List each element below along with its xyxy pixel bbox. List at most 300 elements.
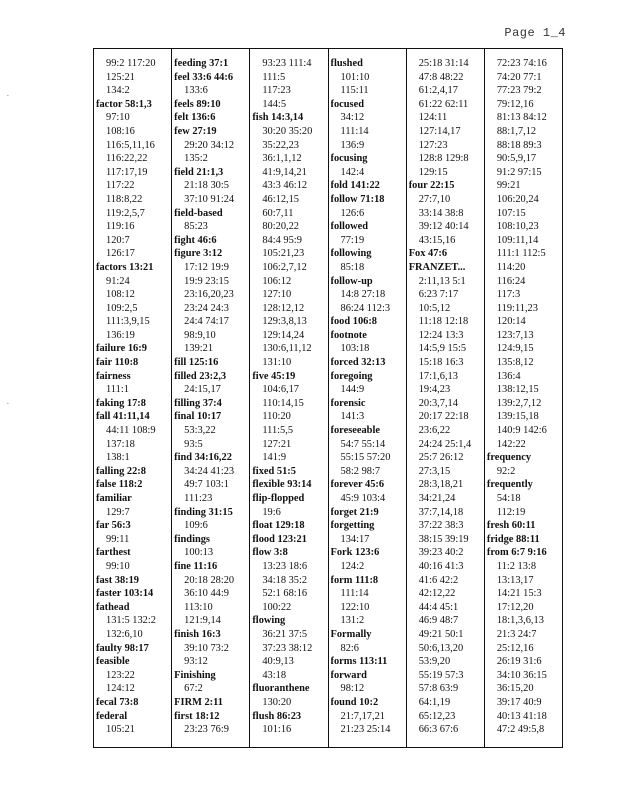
- index-term: fair 110:8: [96, 357, 139, 369]
- index-reference: 108:16: [106, 125, 135, 137]
- index-reference: 12:24 13:3: [418, 329, 464, 341]
- index-term: filled 23:2,3: [174, 370, 227, 382]
- index-reference: 138:12,15: [496, 384, 539, 396]
- index-reference: 129:15: [418, 166, 448, 178]
- index-reference: 91:24: [106, 275, 130, 287]
- index-reference: 40:9,13: [262, 656, 294, 668]
- index-reference: 90:5,9,17: [496, 153, 537, 165]
- index-reference: 142:4: [340, 166, 365, 178]
- index-reference: 121:9,14: [184, 615, 221, 627]
- index-reference: 133:6: [184, 85, 208, 97]
- index-reference: 127:10: [262, 289, 292, 301]
- index-reference: 105:21,23: [262, 248, 305, 260]
- index-term: four 22:15: [408, 180, 455, 192]
- index-term: focused: [330, 98, 364, 110]
- index-term: factor 58:1,3: [96, 98, 152, 110]
- index-term: fathead: [96, 601, 130, 613]
- index-reference: 108:10,23: [496, 221, 539, 233]
- index-reference: 39:12 40:14: [418, 221, 469, 233]
- index-term: fall 41:11,14: [96, 411, 150, 423]
- index-reference: 129:14,24: [262, 329, 305, 341]
- index-reference: 142:22: [496, 438, 526, 450]
- index-reference: 88:18 89:3: [496, 139, 542, 151]
- index-term: find 34:16,22: [174, 452, 232, 464]
- index-term: foreseeable: [330, 425, 380, 437]
- index-reference: 11:18 12:18: [418, 316, 469, 328]
- index-reference: 67:2: [184, 683, 203, 695]
- index-term: far 56:3: [96, 520, 131, 532]
- index-reference: 107:15: [496, 207, 526, 219]
- index-reference: 52:1 68:16: [262, 588, 308, 600]
- index-reference: 36:21 37:5: [262, 628, 308, 640]
- index-reference: 47:8 48:22: [418, 71, 464, 83]
- index-reference: 37:23 38:12: [262, 642, 313, 654]
- index-reference: 13:13,17: [496, 574, 534, 586]
- index-reference: 110:14,15: [262, 397, 304, 409]
- index-reference: 141:3: [340, 411, 365, 423]
- index-reference: 134:2: [106, 85, 130, 97]
- index-reference: 124:9,15: [496, 343, 534, 355]
- index-term: fresh 60:11: [486, 520, 536, 532]
- index-reference: 66:3 67:6: [418, 724, 459, 736]
- index-term: flexible 93:14: [252, 479, 312, 491]
- index-column-1: [94, 49, 172, 747]
- index-reference: 10:5,12: [418, 302, 451, 314]
- index-term: final 10:17: [174, 411, 222, 423]
- index-reference: 47:2 49:5,8: [496, 724, 545, 736]
- index-reference: 113:10: [184, 601, 213, 613]
- index-reference: 124:11: [418, 112, 448, 124]
- index-reference: 36:10 44:9: [184, 588, 229, 600]
- index-column-3: [250, 49, 328, 747]
- index-term: forever 45:6: [330, 479, 385, 491]
- index-reference: 21:3 24:7: [496, 628, 537, 640]
- index-reference: 61:22 62:11: [418, 98, 469, 110]
- index-reference: 50:6,13,20: [418, 642, 464, 654]
- index-reference: 27:7,10: [418, 193, 451, 205]
- index-term: fairness: [96, 370, 131, 382]
- page-number: Page 1_4: [504, 26, 566, 40]
- index-reference: 23:23 76:9: [184, 724, 229, 736]
- index-term: five 45:19: [252, 370, 296, 382]
- index-reference: 27:3,15: [418, 465, 451, 477]
- index-reference: 117:17,19: [106, 166, 148, 178]
- index-term: follow 71:18: [330, 193, 385, 205]
- index-reference: 17:12,20: [496, 601, 534, 613]
- index-term: filling 37:4: [174, 397, 222, 409]
- index-reference: 114:20: [496, 261, 526, 273]
- index-reference: 53:3,22: [184, 425, 216, 437]
- index-reference: 111:14: [340, 125, 369, 137]
- index-reference: 98:12: [340, 683, 365, 695]
- index-reference: 40:16 41:3: [418, 560, 464, 572]
- index-reference: 14:8 27:18: [340, 289, 386, 301]
- index-reference: 120:14: [496, 316, 526, 328]
- index-reference: 44:4 45:1: [418, 601, 459, 613]
- index-reference: 17:1,6,13: [418, 370, 458, 382]
- index-term: factors 13:21: [96, 261, 154, 273]
- index-term: felt 136:6: [174, 112, 216, 124]
- index-term: fine 11:16: [174, 560, 218, 572]
- index-reference: 39:10 73:2: [184, 642, 229, 654]
- index-reference: 124:2: [340, 560, 365, 572]
- index-term: fixed 51:5: [252, 465, 296, 477]
- index-reference: 49:21 50:1: [418, 628, 464, 640]
- index-reference: 111:3,9,15: [106, 316, 150, 328]
- index-term: field-based: [174, 207, 223, 219]
- index-reference: 20:18 28:20: [184, 574, 235, 586]
- index-reference: 131:2: [340, 615, 365, 627]
- index-reference: 111:23: [184, 493, 213, 504]
- index-term: fill 125:16: [174, 357, 219, 369]
- index-reference: 144:9: [340, 384, 365, 396]
- index-reference: 129:3,8,13: [262, 316, 307, 328]
- index-reference: 55:15 57:20: [340, 452, 391, 464]
- index-term: familiar: [96, 493, 132, 504]
- index-reference: 28:3,18,21: [418, 479, 464, 491]
- index-reference: 21:23 25:14: [340, 724, 391, 736]
- index-term: flush 86:23: [252, 710, 302, 722]
- index-reference: 14:21 15:3: [496, 588, 542, 600]
- index-term: flushed: [330, 58, 363, 69]
- index-reference: 43:18: [262, 669, 287, 681]
- index-reference: 19:6: [262, 506, 281, 518]
- index-term: food 106:8: [330, 316, 377, 328]
- index-reference: 106:20,24: [496, 193, 539, 205]
- index-reference: 86:24 112:3: [340, 302, 391, 314]
- index-reference: 37:7,14,18: [418, 506, 464, 518]
- index-reference: 64:1,19: [418, 696, 451, 708]
- index-reference: 81:13 84:12: [496, 112, 547, 124]
- index-term: followed: [330, 221, 369, 233]
- index-reference: 41:6 42:2: [418, 574, 459, 586]
- index-reference: 29:20 34:12: [184, 139, 235, 151]
- index-term: false 118:2: [96, 479, 143, 491]
- index-reference: 43:3 46:12: [262, 180, 308, 192]
- index-reference: 15:18 16:3: [418, 357, 464, 369]
- index-reference: 105:21: [106, 724, 135, 736]
- index-term: found 10:2: [330, 696, 379, 708]
- index-reference: 25:18 31:14: [418, 58, 469, 69]
- index-reference: 85:18: [340, 261, 365, 273]
- index-column-6: [485, 49, 562, 747]
- index-term: feels 89:10: [174, 98, 221, 110]
- index-reference: 97:10: [106, 112, 130, 124]
- index-reference: 91:2 97:15: [496, 166, 542, 178]
- index-reference: 117:3: [496, 289, 521, 301]
- index-reference: 57:8 63:9: [418, 683, 459, 695]
- index-term: feel 33:6 44:6: [174, 71, 234, 83]
- index-term: Fox 47:6: [408, 248, 448, 260]
- index-reference: 44:11 108:9: [106, 425, 156, 437]
- index-reference: 101:10: [340, 71, 370, 83]
- index-reference: 116:5,11,16: [106, 139, 155, 151]
- index-reference: 120:7: [106, 234, 130, 246]
- index-term: forced 32:13: [330, 357, 386, 369]
- index-reference: 24:4 74:17: [184, 316, 229, 328]
- index-reference: 93:12: [184, 656, 208, 668]
- index-reference: 34:21,24: [418, 493, 456, 504]
- index-term: failure 16:9: [96, 343, 147, 355]
- index-reference: 117:22: [106, 180, 135, 192]
- index-reference: 23:6,22: [418, 425, 451, 437]
- index-term: fluoranthene: [252, 683, 310, 695]
- index-reference: 53:9,20: [418, 656, 451, 668]
- index-term: frequency: [486, 452, 532, 464]
- index-reference: 24:24 25:1,4: [418, 438, 472, 450]
- index-reference: 131:10: [262, 357, 292, 369]
- index-reference: 36:1,1,12: [262, 153, 302, 165]
- index-reference: 34:12: [340, 112, 365, 124]
- index-reference: 84:4 95:9: [262, 234, 302, 246]
- index-reference: 77:23 79:2: [496, 85, 542, 97]
- index-reference: 123:22: [106, 669, 135, 681]
- index-reference: 116:22,22: [106, 153, 148, 165]
- index-reference: 100:13: [184, 547, 214, 559]
- index-reference: 110:20: [262, 411, 291, 423]
- index-term: farthest: [96, 547, 131, 559]
- index-term: follow-up: [330, 275, 373, 287]
- index-reference: 88:1,7,12: [496, 125, 537, 137]
- index-reference: 99:10: [106, 560, 130, 572]
- index-reference: 25:7 26:12: [418, 452, 464, 464]
- index-reference: 127:23: [418, 139, 448, 151]
- index-term: FRANZET...: [408, 261, 466, 273]
- index-reference: 123:7,13: [496, 329, 534, 341]
- index-reference: 131:5 132:2: [106, 615, 156, 627]
- index-reference: 127:21: [262, 438, 292, 450]
- index-reference: 17:12 19:9: [184, 261, 229, 273]
- index-term: fight 46:6: [174, 234, 217, 246]
- index-reference: 136:4: [496, 370, 521, 382]
- index-reference: 34:10 36:15: [496, 669, 547, 681]
- index-reference: 111:14: [340, 588, 369, 600]
- index-reference: 98:9,10: [184, 329, 216, 341]
- index-reference: 124:12: [106, 683, 135, 695]
- index-reference: 137:18: [106, 438, 135, 450]
- index-term: float 129:18: [252, 520, 305, 532]
- index-reference: 132:6,10: [106, 628, 143, 640]
- index-reference: 109:2,5: [106, 302, 138, 314]
- index-reference: 26:19 31:6: [496, 656, 542, 668]
- index-reference: 139:2,7,12: [496, 397, 542, 409]
- index-reference: 25:12,16: [496, 642, 534, 654]
- index-reference: 135:8,12: [496, 357, 534, 369]
- index-reference: 111:5,5: [262, 425, 294, 437]
- index-term: feasible: [96, 656, 130, 668]
- index-reference: 21:18 30:5: [184, 180, 229, 192]
- index-reference: 21:7,17,21: [340, 710, 385, 722]
- index-reference: 111:1 112:5: [496, 248, 546, 260]
- index-reference: 130:20: [262, 696, 292, 708]
- index-reference: 99:2 117:20: [106, 58, 156, 69]
- index-reference: 39:23 40:2: [418, 547, 464, 559]
- index-term: forward: [330, 669, 367, 681]
- index-reference: 82:6: [340, 642, 359, 654]
- index-reference: 14:5,9 15:5: [418, 343, 467, 355]
- index-term: flow 3:8: [252, 547, 288, 559]
- index-reference: 106:2,7,12: [262, 261, 307, 273]
- index-reference: 126:17: [106, 248, 135, 260]
- index-reference: 134:17: [340, 533, 370, 545]
- index-reference: 72:23 74:16: [496, 58, 547, 69]
- index-reference: 100:22: [262, 601, 292, 613]
- index-term: fridge 88:11: [486, 533, 540, 545]
- index-reference: 103:18: [340, 343, 370, 355]
- index-reference: 60:7,11: [262, 207, 294, 219]
- index-reference: 42:12,22: [418, 588, 456, 600]
- index-term: finding 31:15: [174, 506, 233, 518]
- index-reference: 34:24 41:23: [184, 465, 235, 477]
- index-term: faster 103:14: [96, 588, 154, 600]
- index-term: forget 21:9: [330, 506, 379, 518]
- index-column-5: [407, 49, 485, 747]
- index-reference: 112:19: [496, 506, 526, 518]
- index-term: foregoing: [330, 370, 373, 382]
- index-reference: 119:16: [106, 221, 135, 233]
- index-term: faulty 98:17: [96, 642, 149, 654]
- index-reference: 92:2: [496, 465, 516, 477]
- index-column-2: [172, 49, 250, 747]
- index-reference: 18:1,3,6,13: [496, 615, 544, 627]
- index-reference: 74:20 77:1: [496, 71, 542, 83]
- index-reference: 20:3,7,14: [418, 397, 458, 409]
- index-reference: 141:9: [262, 452, 287, 464]
- index-reference: 136:9: [340, 139, 365, 151]
- index-reference: 119:11,23: [496, 302, 538, 314]
- index-term: forgetting: [330, 520, 375, 532]
- index-reference: 19:4,23: [418, 384, 451, 396]
- index-term: forensic: [330, 397, 366, 409]
- index-term: fold 141:22: [330, 180, 380, 192]
- index-reference: 135:2: [184, 153, 208, 165]
- index-reference: 111:5: [262, 71, 286, 83]
- index-reference: 93:23 111:4: [262, 58, 312, 69]
- index-term: from 6:7 9:16: [486, 547, 547, 559]
- index-reference: 79:12,16: [496, 98, 534, 110]
- index-reference: 38:15 39:19: [418, 533, 469, 545]
- index-reference: 24:15,17: [184, 384, 221, 396]
- index-reference: 126:6: [340, 207, 365, 219]
- index-reference: 11:2 13:8: [496, 560, 537, 572]
- index-reference: 130:6,11,12: [262, 343, 312, 355]
- index-reference: 128:12,12: [262, 302, 305, 314]
- index-reference: 58:2 98:7: [340, 465, 381, 477]
- index-reference: 109:6: [184, 520, 208, 532]
- index-term: focusing: [330, 153, 368, 165]
- index-reference: 49:7 103:1: [184, 479, 229, 491]
- index-reference: 37:10 91:24: [184, 193, 235, 205]
- index-reference: 138:1: [106, 452, 130, 464]
- index-term: frequently: [486, 479, 533, 491]
- index-reference: 117:23: [262, 85, 291, 97]
- index-reference: 93:5: [184, 438, 203, 450]
- index-term: feeding 37:1: [174, 58, 229, 69]
- index-reference: 136:19: [106, 329, 135, 341]
- index-term: findings: [174, 533, 210, 545]
- index-term: first 18:12: [174, 710, 220, 722]
- index-reference: 101:16: [262, 724, 292, 736]
- index-term: faking 17:8: [96, 397, 146, 409]
- index-column-4: [329, 49, 407, 747]
- index-term: flowing: [252, 615, 286, 627]
- index-reference: 46:9 48:7: [418, 615, 459, 627]
- index-reference: 33:14 38:8: [418, 207, 464, 219]
- index-reference: 129:7: [106, 506, 130, 518]
- index-term: flood 123:21: [252, 533, 307, 545]
- index-reference: 23:16,20,23: [184, 289, 234, 301]
- index-reference: 119:2,5,7: [106, 207, 145, 219]
- word-index-table: [93, 48, 563, 748]
- index-reference: 125:21: [106, 71, 135, 83]
- index-reference: 54:18: [496, 493, 521, 504]
- index-reference: 108:12: [106, 289, 135, 301]
- index-reference: 20:17 22:18: [418, 411, 469, 423]
- index-reference: 45:9 103:4: [340, 493, 386, 504]
- index-reference: 43:15,16: [418, 234, 456, 246]
- index-term: FIRM 2:11: [174, 696, 223, 708]
- index-term: finish 16:3: [174, 628, 221, 640]
- index-reference: 128:8 129:8: [418, 153, 469, 165]
- index-reference: 109:11,14: [496, 234, 539, 246]
- index-reference: 140:9 142:6: [496, 425, 547, 437]
- index-reference: 34:18 35:2: [262, 574, 308, 586]
- index-term: field 21:1,3: [174, 166, 224, 178]
- index-reference: 85:23: [184, 221, 208, 233]
- index-term: Fork 123:6: [330, 547, 380, 559]
- index-term: few 27:19: [174, 125, 217, 137]
- index-term: fecal 73:8: [96, 696, 139, 708]
- index-reference: 104:6,17: [262, 384, 300, 396]
- index-reference: 35:22,23: [262, 139, 300, 151]
- index-term: fast 38:19: [96, 574, 139, 586]
- index-reference: 36:15,20: [496, 683, 534, 695]
- margin-mark: ·: [6, 90, 10, 102]
- index-reference: 2:11,13 5:1: [418, 275, 466, 287]
- index-term: fish 14:3,14: [252, 112, 304, 124]
- index-term: flip-flopped: [252, 493, 305, 504]
- index-reference: 6:23 7:17: [418, 289, 459, 301]
- index-reference: 65:12,23: [418, 710, 456, 722]
- index-reference: 118:8,22: [106, 193, 143, 205]
- index-reference: 116:24: [496, 275, 526, 287]
- index-reference: 54:7 55:14: [340, 438, 386, 450]
- index-reference: 46:12,15: [262, 193, 300, 205]
- index-reference: 139:15,18: [496, 411, 539, 423]
- index-reference: 80:20,22: [262, 221, 300, 233]
- index-reference: 99:11: [106, 533, 130, 545]
- margin-mark: ·: [6, 398, 10, 410]
- index-reference: 19:9 23:15: [184, 275, 229, 287]
- index-reference: 37:22 38:3: [418, 520, 464, 532]
- index-reference: 40:13 41:18: [496, 710, 547, 722]
- index-reference: 30:20 35:20: [262, 125, 313, 137]
- index-reference: 39:17 40:9: [496, 696, 542, 708]
- index-term: form 111:8: [330, 574, 379, 586]
- index-reference: 41:9,14,21: [262, 166, 307, 178]
- index-term: figure 3:12: [174, 248, 223, 260]
- index-reference: 77:19: [340, 234, 365, 246]
- index-term: Formally: [330, 628, 372, 640]
- index-reference: 144:5: [262, 98, 287, 110]
- index-term: Finishing: [174, 669, 216, 681]
- index-term: forms 113:11: [330, 656, 388, 668]
- index-term: falling 22:8: [96, 465, 146, 477]
- index-reference: 55:19 57:3: [418, 669, 464, 681]
- index-reference: 111:1: [106, 384, 129, 396]
- index-reference: 127:14,17: [418, 125, 461, 137]
- index-reference: 106:12: [262, 275, 292, 287]
